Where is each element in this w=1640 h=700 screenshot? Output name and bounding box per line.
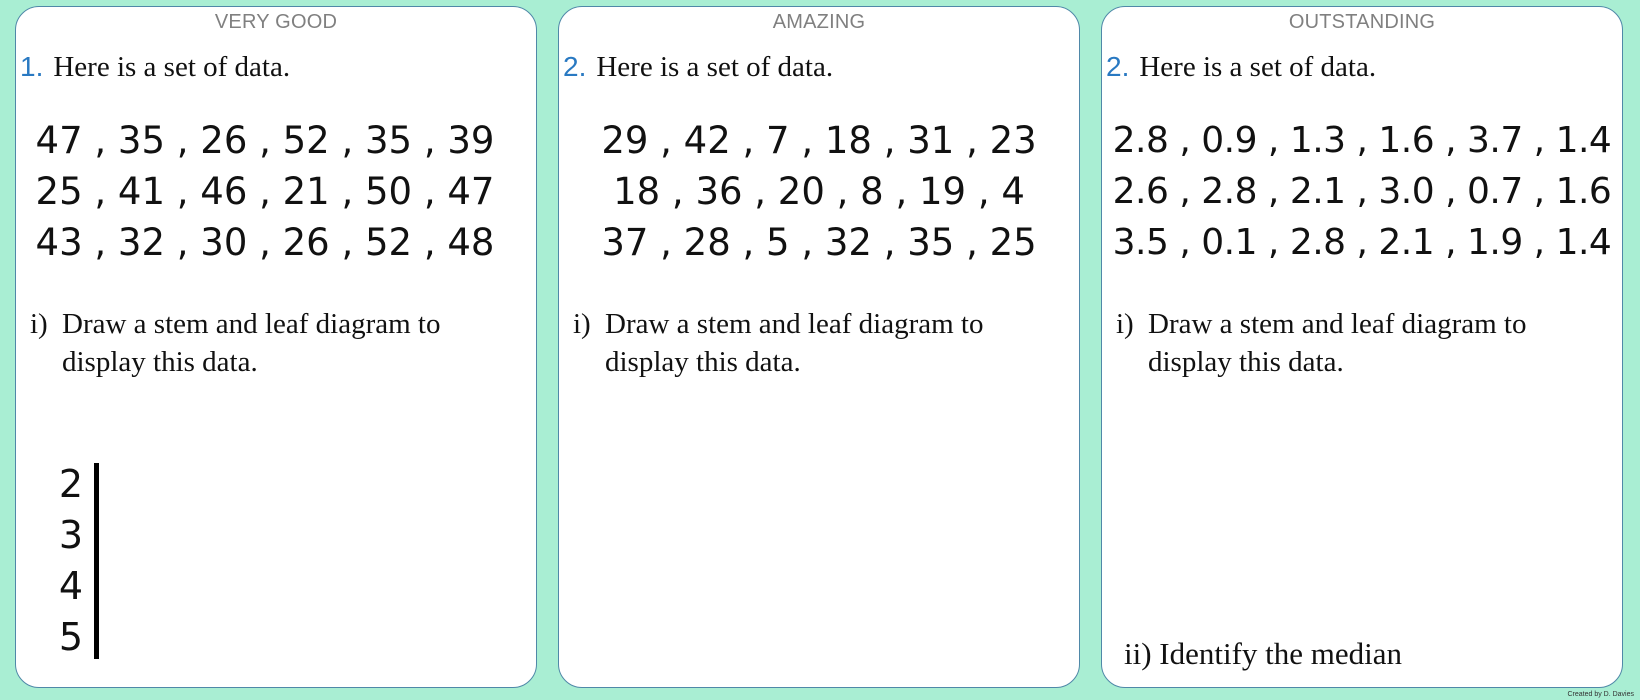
difficulty-label: AMAZING — [772, 11, 866, 33]
stem-divider-line — [94, 463, 99, 659]
data-row: 43 , 32 , 30 , 26 , 52 , 48 — [35, 221, 495, 264]
part-i-text: Draw a stem and leaf diagram to display this data. — [1148, 308, 1527, 378]
difficulty-label: OUTSTANDING — [1288, 11, 1436, 33]
part-i-text: Draw a stem and leaf diagram to display this data. — [62, 308, 441, 378]
credit-text: Created by D. Davies — [1567, 691, 1634, 698]
data-row: 2.8 , 0.9 , 1.3 , 1.6 , 3.7 , 1.4 — [1112, 120, 1612, 161]
part-i-label: i) — [30, 308, 48, 340]
question-heading — [20, 51, 290, 84]
data-row: 3.5 , 0.1 , 2.8 , 2.1 , 1.9 , 1.4 — [1112, 222, 1612, 263]
question-heading — [563, 51, 833, 84]
question-card-outstanding — [1101, 6, 1623, 688]
data-row: 18 , 36 , 20 , 8 , 19 , 4 — [613, 170, 1025, 213]
stem-value: 4 — [58, 564, 83, 608]
part-i-label: i) — [573, 308, 591, 340]
data-row: 2.6 , 2.8 , 2.1 , 3.0 , 0.7 , 1.6 — [1112, 171, 1612, 212]
difficulty-label: VERY GOOD — [214, 11, 338, 33]
question-number: 1. — [20, 51, 44, 82]
data-set — [1102, 115, 1622, 268]
stem-and-leaf-diagram — [57, 459, 83, 663]
stem-value: 3 — [58, 513, 83, 557]
question-heading — [1106, 51, 1376, 84]
stem-value: 2 — [58, 462, 83, 506]
question-text: Here is a set of data. — [596, 51, 834, 83]
part-i-text: Draw a stem and leaf diagram to display this data. — [605, 308, 984, 378]
question-card-very-good — [15, 6, 537, 688]
question-text: Here is a set of data. — [53, 51, 291, 83]
data-set — [559, 115, 1079, 268]
data-row: 25 , 41 , 46 , 21 , 50 , 47 — [35, 170, 495, 213]
data-set — [0, 115, 536, 268]
part-ii-text: ii) Identify the median — [1124, 636, 1403, 671]
stem-value: 5 — [58, 615, 83, 659]
data-row: 37 , 28 , 5 , 32 , 35 , 25 — [601, 221, 1037, 264]
question-number: 2. — [563, 51, 587, 82]
part-i-label: i) — [1116, 308, 1134, 340]
question-card-amazing — [558, 6, 1080, 688]
data-row: 29 , 42 , 7 , 18 , 31 , 23 — [601, 119, 1037, 162]
question-number: 2. — [1106, 51, 1130, 82]
question-text: Here is a set of data. — [1139, 51, 1377, 83]
data-row: 47 , 35 , 26 , 52 , 35 , 39 — [35, 119, 495, 162]
